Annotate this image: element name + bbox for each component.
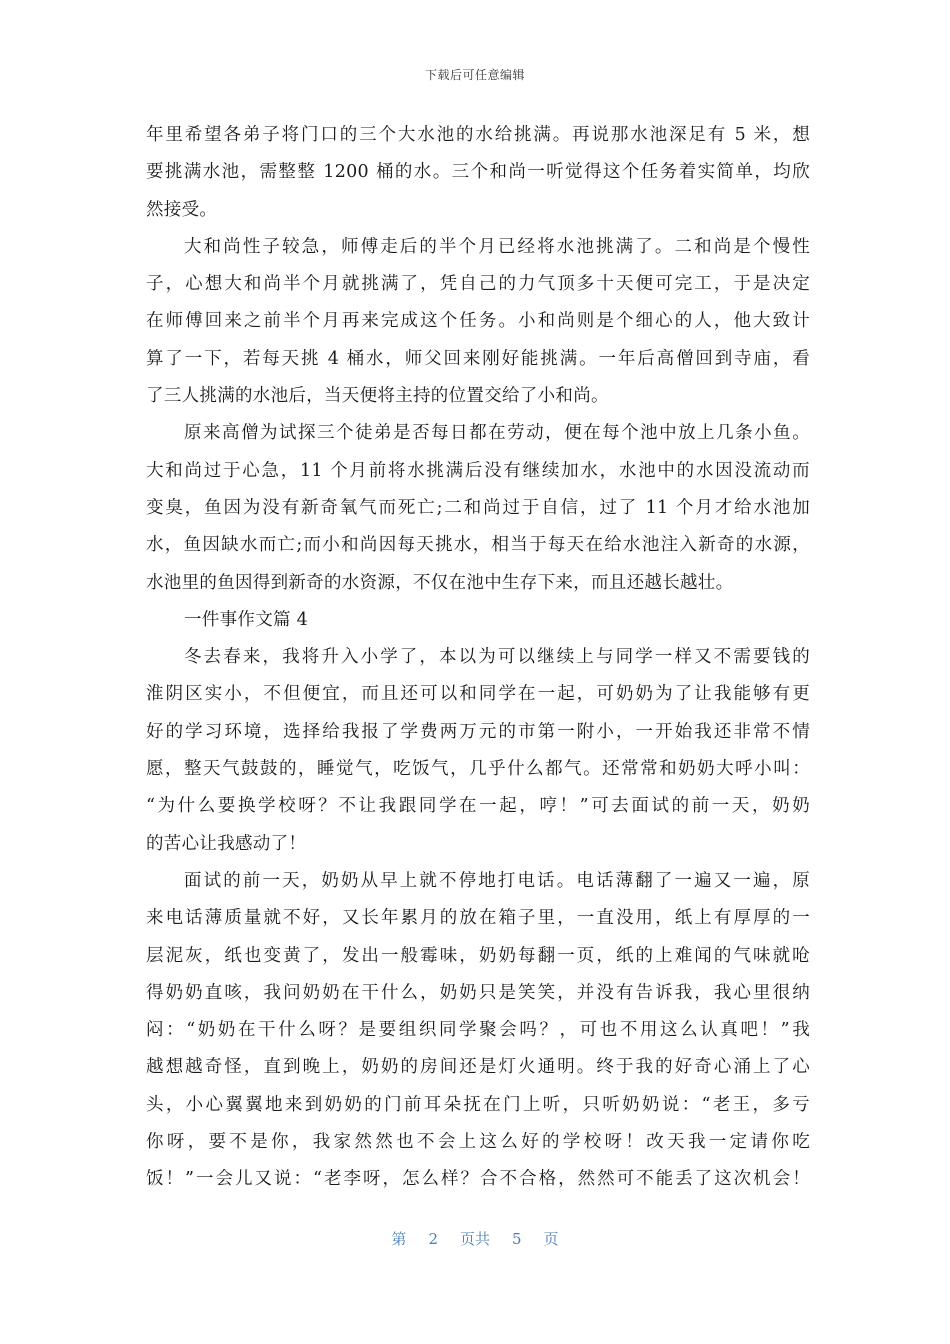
text-line: 饭！”一会儿又说：“老李呀，怎么样？合不合格，然然可不能丢了这次机会！ (146, 1169, 810, 1190)
text-line: 水池里的鱼因得到新奇的水资源，不仅在池中生存下来，而且还越长越壮。 (146, 572, 734, 593)
text-line: 得奶奶直咳，我问奶奶在干什么，奶奶只是笑笑，并没有告诉我，我心里很纳 (146, 982, 810, 1003)
text-line: 水，鱼因缺水而亡;而小和尚因每天挑水，相当于每天在给水池注入新奇的水源， (146, 535, 810, 556)
text-line: 大和尚性子较急，师傅走后的半个月已经将水池挑满了。二和尚是个慢性 (184, 236, 810, 257)
text-line: 要挑满水池，需整整 1200 桶的水。三个和尚一听觉得这个任务着实简单，均欣 (146, 162, 810, 183)
text-line: 面试的前一天，奶奶从早上就不停地打电话。电话薄翻了一遍又一遍，原 (184, 870, 810, 891)
text-line: 愿，整天气鼓鼓的，睡觉气，吃饭气，几乎什么都气。还常常和奶奶大呼小叫： (146, 759, 810, 780)
footer-middle: 页共 (459, 1230, 490, 1248)
text-line: 了三人挑满的水池后，当天便将主持的位置交给了小和尚。 (146, 386, 609, 407)
text-line: 淮阴区实小，不但便宜，而且还可以和同学在一起，可奶奶为了让我能够有更 (146, 684, 810, 705)
text-line: 算了一下，若每天挑 4 桶水，师父回来刚好能挑满。一年后高僧回到寺庙，看 (146, 348, 810, 369)
footer-prefix: 第 (391, 1230, 407, 1248)
page-number-footer (0, 1228, 950, 1249)
text-line: 闷：“奶奶在干什么呀？是要组织同学聚会吗？，可也不用这么认真吧！”我 (146, 1020, 810, 1041)
page-header-note: 下载后可任意编辑 (424, 68, 525, 82)
section-heading: 一件事作文篇 4 (184, 609, 309, 630)
text-line: 层泥灰，纸也变黄了，发出一般霉味，奶奶每翻一页，纸的上难闻的气味就呛 (146, 945, 810, 966)
text-line: 原来高僧为试探三个徒弟是否每日都在劳动，便在每个池中放上几条小鱼。 (184, 423, 810, 444)
text-line: 好的学习环境，选择给我报了学费两万元的市第一附小，一开始我还非常不情 (146, 721, 810, 742)
text-line: 然接受。 (146, 199, 218, 220)
text-line: 头，小心翼翼地来到奶奶的门前耳朵抚在门上听，只听奶奶说：“老王，多亏 (146, 1094, 810, 1115)
text-line: 冬去春来，我将升入小学了，本以为可以继续上与同学一样又不需要钱的 (184, 647, 810, 668)
text-line: 越想越奇怪，直到晚上，奶奶的房间还是灯火通明。终于我的好奇心涌上了心 (146, 1057, 810, 1078)
footer-suffix: 页 (543, 1230, 559, 1248)
text-line: 年里希望各弟子将门口的三个大水池的水给挑满。再说那水池深足有 5 米，想 (146, 125, 810, 145)
text-line: 你呀，要不是你，我家然然也不会上这么好的学校呀！改天我一定请你吃 (146, 1132, 810, 1153)
text-line: 在师傅回来之前半个月再来完成这个任务。小和尚则是个细心的人，他大致计 (146, 311, 810, 332)
text-line: 变臭，鱼因为没有新奇氧气而死亡;二和尚过于自信，过了 11 个月才给水池加 (146, 497, 810, 518)
total-pages-number: 5 (512, 1230, 522, 1248)
text-line: 的苦心让我感动了！ (146, 833, 307, 854)
text-line: 子，心想大和尚半个月就挑满了，凭自己的力气顶多十天便可完工，于是决定 (146, 274, 810, 295)
current-page-number: 2 (428, 1230, 438, 1248)
text-line: 大和尚过于心急，11 个月前将水挑满后没有继续加水，水池中的水因没流动而 (146, 460, 810, 481)
text-line: 来电话薄质量就不好，又长年累月的放在箱子里，一直没用，纸上有厚厚的一 (146, 908, 810, 929)
text-line: “为什么要换学校呀？不让我跟同学在一起，哼！”可去面试的前一天，奶奶 (146, 796, 810, 817)
document-body (146, 121, 810, 1203)
